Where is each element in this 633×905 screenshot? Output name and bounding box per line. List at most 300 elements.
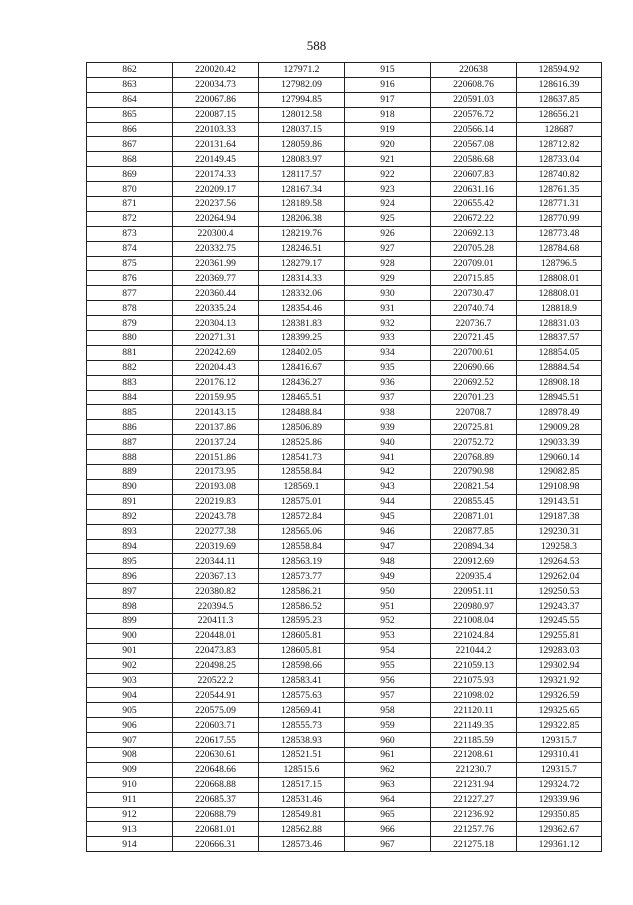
x-coordinate-cell: 220630.61 [173, 747, 259, 762]
y-coordinate-cell: 128525.86 [259, 435, 345, 450]
point-number-cell: 927 [345, 241, 431, 256]
x-coordinate-cell: 220655.42 [431, 197, 517, 212]
x-coordinate-cell: 220736.7 [431, 316, 517, 331]
table-row [87, 762, 602, 777]
y-coordinate-cell: 128279.17 [259, 256, 345, 271]
x-coordinate-cell: 220209.17 [173, 182, 259, 197]
x-coordinate-cell: 220871.01 [431, 509, 517, 524]
table-row [87, 182, 602, 197]
x-coordinate-cell: 220174.33 [173, 167, 259, 182]
y-coordinate-cell: 127971.2 [259, 63, 345, 78]
point-number-cell: 952 [345, 613, 431, 628]
coordinates-table [86, 62, 602, 852]
y-coordinate-cell: 128246.51 [259, 241, 345, 256]
y-coordinate-cell: 128059.86 [259, 137, 345, 152]
point-number-cell: 951 [345, 599, 431, 614]
point-number-cell: 907 [87, 733, 173, 748]
table-row [87, 345, 602, 360]
x-coordinate-cell: 220700.61 [431, 345, 517, 360]
y-coordinate-cell: 128117.57 [259, 167, 345, 182]
table-row [87, 494, 602, 509]
x-coordinate-cell: 221236.92 [431, 807, 517, 822]
table-row [87, 226, 602, 241]
point-number-cell: 883 [87, 375, 173, 390]
point-number-cell: 938 [345, 405, 431, 420]
point-number-cell: 868 [87, 152, 173, 167]
y-coordinate-cell: 128831.03 [517, 316, 602, 331]
x-coordinate-cell: 220264.94 [173, 211, 259, 226]
table-row [87, 405, 602, 420]
point-number-cell: 910 [87, 777, 173, 792]
point-number-cell: 889 [87, 465, 173, 480]
y-coordinate-cell: 128488.84 [259, 405, 345, 420]
y-coordinate-cell: 128945.51 [517, 390, 602, 405]
point-number-cell: 888 [87, 450, 173, 465]
point-number-cell: 874 [87, 241, 173, 256]
y-coordinate-cell: 128521.51 [259, 747, 345, 762]
table-row [87, 450, 602, 465]
x-coordinate-cell: 220137.24 [173, 435, 259, 450]
table-row [87, 152, 602, 167]
table-row [87, 777, 602, 792]
x-coordinate-cell: 220715.85 [431, 271, 517, 286]
point-number-cell: 875 [87, 256, 173, 271]
y-coordinate-cell: 128595.23 [259, 613, 345, 628]
y-coordinate-cell: 128402.05 [259, 345, 345, 360]
x-coordinate-cell: 220151.86 [173, 450, 259, 465]
x-coordinate-cell: 220380.82 [173, 584, 259, 599]
table-row [87, 792, 602, 807]
x-coordinate-cell: 220034.73 [173, 77, 259, 92]
y-coordinate-cell: 128908.18 [517, 375, 602, 390]
y-coordinate-cell: 128436.27 [259, 375, 345, 390]
point-number-cell: 932 [345, 316, 431, 331]
y-coordinate-cell: 128594.92 [517, 63, 602, 78]
table-row [87, 613, 602, 628]
point-number-cell: 956 [345, 673, 431, 688]
y-coordinate-cell: 128569.41 [259, 703, 345, 718]
point-number-cell: 949 [345, 569, 431, 584]
point-number-cell: 881 [87, 345, 173, 360]
y-coordinate-cell: 128586.21 [259, 584, 345, 599]
x-coordinate-cell: 221120.11 [431, 703, 517, 718]
table-row [87, 643, 602, 658]
point-number-cell: 966 [345, 822, 431, 837]
y-coordinate-cell: 128555.73 [259, 718, 345, 733]
x-coordinate-cell: 220855.45 [431, 494, 517, 509]
point-number-cell: 873 [87, 226, 173, 241]
x-coordinate-cell: 220894.34 [431, 539, 517, 554]
point-number-cell: 903 [87, 673, 173, 688]
table-row [87, 509, 602, 524]
y-coordinate-cell: 129143.51 [517, 494, 602, 509]
point-number-cell: 925 [345, 211, 431, 226]
point-number-cell: 862 [87, 63, 173, 78]
point-number-cell: 886 [87, 420, 173, 435]
y-coordinate-cell: 128605.81 [259, 643, 345, 658]
point-number-cell: 958 [345, 703, 431, 718]
point-number-cell: 892 [87, 509, 173, 524]
table-row [87, 465, 602, 480]
point-number-cell: 912 [87, 807, 173, 822]
x-coordinate-cell: 221008.04 [431, 613, 517, 628]
y-coordinate-cell: 128219.76 [259, 226, 345, 241]
y-coordinate-cell: 128637.85 [517, 92, 602, 107]
y-coordinate-cell: 128332.06 [259, 286, 345, 301]
y-coordinate-cell: 128808.01 [517, 286, 602, 301]
point-number-cell: 872 [87, 211, 173, 226]
x-coordinate-cell: 220709.01 [431, 256, 517, 271]
y-coordinate-cell: 128558.84 [259, 539, 345, 554]
point-number-cell: 935 [345, 360, 431, 375]
y-coordinate-cell: 129245.55 [517, 613, 602, 628]
point-number-cell: 878 [87, 301, 173, 316]
x-coordinate-cell: 220103.33 [173, 122, 259, 137]
x-coordinate-cell: 220067.86 [173, 92, 259, 107]
point-number-cell: 953 [345, 628, 431, 643]
point-number-cell: 898 [87, 599, 173, 614]
point-number-cell: 915 [345, 63, 431, 78]
y-coordinate-cell: 128605.81 [259, 628, 345, 643]
x-coordinate-cell: 221098.02 [431, 688, 517, 703]
x-coordinate-cell: 221075.93 [431, 673, 517, 688]
y-coordinate-cell: 129325.65 [517, 703, 602, 718]
x-coordinate-cell: 220705.28 [431, 241, 517, 256]
table-row [87, 197, 602, 212]
x-coordinate-cell: 220367.13 [173, 569, 259, 584]
point-number-cell: 899 [87, 613, 173, 628]
point-number-cell: 957 [345, 688, 431, 703]
y-coordinate-cell: 128733.04 [517, 152, 602, 167]
y-coordinate-cell: 128206.38 [259, 211, 345, 226]
x-coordinate-cell: 221059.13 [431, 658, 517, 673]
y-coordinate-cell: 129324.72 [517, 777, 602, 792]
table-row [87, 747, 602, 762]
x-coordinate-cell: 220319.69 [173, 539, 259, 554]
table-row [87, 673, 602, 688]
x-coordinate-cell: 220176.12 [173, 375, 259, 390]
y-coordinate-cell: 128573.77 [259, 569, 345, 584]
table-row [87, 137, 602, 152]
point-number-cell: 895 [87, 554, 173, 569]
x-coordinate-cell: 220912.69 [431, 554, 517, 569]
y-coordinate-cell: 128037.15 [259, 122, 345, 137]
y-coordinate-cell: 128381.83 [259, 316, 345, 331]
x-coordinate-cell: 220768.89 [431, 450, 517, 465]
point-number-cell: 908 [87, 747, 173, 762]
table-row [87, 241, 602, 256]
y-coordinate-cell: 129315.7 [517, 733, 602, 748]
x-coordinate-cell: 220608.76 [431, 77, 517, 92]
table-row [87, 360, 602, 375]
x-coordinate-cell: 220137.86 [173, 420, 259, 435]
y-coordinate-cell: 128884.54 [517, 360, 602, 375]
y-coordinate-cell: 129350.85 [517, 807, 602, 822]
y-coordinate-cell: 128515.6 [259, 762, 345, 777]
y-coordinate-cell: 128354.46 [259, 301, 345, 316]
point-number-cell: 864 [87, 92, 173, 107]
table-row [87, 479, 602, 494]
y-coordinate-cell: 128549.81 [259, 807, 345, 822]
x-coordinate-cell: 220193.08 [173, 479, 259, 494]
y-coordinate-cell: 128761.35 [517, 182, 602, 197]
point-number-cell: 891 [87, 494, 173, 509]
x-coordinate-cell: 220149.45 [173, 152, 259, 167]
y-coordinate-cell: 129243.37 [517, 599, 602, 614]
x-coordinate-cell: 220544.91 [173, 688, 259, 703]
table-row [87, 77, 602, 92]
x-coordinate-cell: 220672.22 [431, 211, 517, 226]
x-coordinate-cell: 221024.84 [431, 628, 517, 643]
table-row [87, 718, 602, 733]
x-coordinate-cell: 220332.75 [173, 241, 259, 256]
point-number-cell: 944 [345, 494, 431, 509]
point-number-cell: 940 [345, 435, 431, 450]
point-number-cell: 894 [87, 539, 173, 554]
x-coordinate-cell: 220603.71 [173, 718, 259, 733]
y-coordinate-cell: 129362.67 [517, 822, 602, 837]
table-row [87, 807, 602, 822]
x-coordinate-cell: 221227.27 [431, 792, 517, 807]
x-coordinate-cell: 220730.47 [431, 286, 517, 301]
point-number-cell: 933 [345, 331, 431, 346]
x-coordinate-cell: 220566.14 [431, 122, 517, 137]
point-number-cell: 866 [87, 122, 173, 137]
coordinates-table-body [87, 63, 602, 852]
point-number-cell: 926 [345, 226, 431, 241]
y-coordinate-cell: 129321.92 [517, 673, 602, 688]
x-coordinate-cell: 220821.54 [431, 479, 517, 494]
x-coordinate-cell: 220335.24 [173, 301, 259, 316]
y-coordinate-cell: 129082.85 [517, 465, 602, 480]
y-coordinate-cell: 129262.04 [517, 569, 602, 584]
point-number-cell: 876 [87, 271, 173, 286]
table-row [87, 435, 602, 450]
x-coordinate-cell: 221185.59 [431, 733, 517, 748]
table-row [87, 301, 602, 316]
x-coordinate-cell: 220631.16 [431, 182, 517, 197]
y-coordinate-cell: 129258.3 [517, 539, 602, 554]
y-coordinate-cell: 128531.46 [259, 792, 345, 807]
point-number-cell: 869 [87, 167, 173, 182]
table-row [87, 286, 602, 301]
point-number-cell: 950 [345, 584, 431, 599]
y-coordinate-cell: 129250.53 [517, 584, 602, 599]
table-row [87, 390, 602, 405]
y-coordinate-cell: 128563.19 [259, 554, 345, 569]
x-coordinate-cell: 220131.64 [173, 137, 259, 152]
point-number-cell: 900 [87, 628, 173, 643]
y-coordinate-cell: 128771.31 [517, 197, 602, 212]
y-coordinate-cell: 128598.66 [259, 658, 345, 673]
x-coordinate-cell: 220219.83 [173, 494, 259, 509]
x-coordinate-cell: 220725.81 [431, 420, 517, 435]
x-coordinate-cell: 220020.42 [173, 63, 259, 78]
point-number-cell: 921 [345, 152, 431, 167]
y-coordinate-cell: 128573.46 [259, 837, 345, 852]
x-coordinate-cell: 220271.31 [173, 331, 259, 346]
point-number-cell: 948 [345, 554, 431, 569]
table-row [87, 703, 602, 718]
x-coordinate-cell: 220591.03 [431, 92, 517, 107]
point-number-cell: 943 [345, 479, 431, 494]
y-coordinate-cell: 129187.38 [517, 509, 602, 524]
x-coordinate-cell: 220143.15 [173, 405, 259, 420]
point-number-cell: 914 [87, 837, 173, 852]
point-number-cell: 902 [87, 658, 173, 673]
y-coordinate-cell: 128314.33 [259, 271, 345, 286]
y-coordinate-cell: 128837.57 [517, 331, 602, 346]
x-coordinate-cell: 220360.44 [173, 286, 259, 301]
y-coordinate-cell: 128189.58 [259, 197, 345, 212]
x-coordinate-cell: 220701.23 [431, 390, 517, 405]
point-number-cell: 955 [345, 658, 431, 673]
x-coordinate-cell: 220300.4 [173, 226, 259, 241]
y-coordinate-cell: 128517.15 [259, 777, 345, 792]
x-coordinate-cell: 220790.98 [431, 465, 517, 480]
table-row [87, 584, 602, 599]
y-coordinate-cell: 128506.89 [259, 420, 345, 435]
x-coordinate-cell: 220576.72 [431, 107, 517, 122]
y-coordinate-cell: 128616.39 [517, 77, 602, 92]
table-row [87, 524, 602, 539]
y-coordinate-cell: 129009.28 [517, 420, 602, 435]
point-number-cell: 945 [345, 509, 431, 524]
y-coordinate-cell: 128399.25 [259, 331, 345, 346]
y-coordinate-cell: 129302.94 [517, 658, 602, 673]
table-row [87, 331, 602, 346]
y-coordinate-cell: 128416.67 [259, 360, 345, 375]
x-coordinate-cell: 220740.74 [431, 301, 517, 316]
point-number-cell: 959 [345, 718, 431, 733]
point-number-cell: 964 [345, 792, 431, 807]
y-coordinate-cell: 128465.51 [259, 390, 345, 405]
point-number-cell: 865 [87, 107, 173, 122]
y-coordinate-cell: 128572.84 [259, 509, 345, 524]
y-coordinate-cell: 128784.68 [517, 241, 602, 256]
x-coordinate-cell: 220361.99 [173, 256, 259, 271]
y-coordinate-cell: 128575.63 [259, 688, 345, 703]
x-coordinate-cell: 220411.3 [173, 613, 259, 628]
y-coordinate-cell: 128538.93 [259, 733, 345, 748]
point-number-cell: 967 [345, 837, 431, 852]
table-row [87, 375, 602, 390]
x-coordinate-cell: 220638 [431, 63, 517, 78]
point-number-cell: 870 [87, 182, 173, 197]
point-number-cell: 867 [87, 137, 173, 152]
x-coordinate-cell: 220369.77 [173, 271, 259, 286]
point-number-cell: 941 [345, 450, 431, 465]
point-number-cell: 904 [87, 688, 173, 703]
x-coordinate-cell: 220173.95 [173, 465, 259, 480]
x-coordinate-cell: 220394.5 [173, 599, 259, 614]
table-row [87, 92, 602, 107]
x-coordinate-cell: 220204.43 [173, 360, 259, 375]
point-number-cell: 934 [345, 345, 431, 360]
x-coordinate-cell: 220522.2 [173, 673, 259, 688]
y-coordinate-cell: 128808.01 [517, 271, 602, 286]
x-coordinate-cell: 220575.09 [173, 703, 259, 718]
table-row [87, 569, 602, 584]
point-number-cell: 930 [345, 286, 431, 301]
table-row [87, 167, 602, 182]
x-coordinate-cell: 220692.52 [431, 375, 517, 390]
x-coordinate-cell: 220617.55 [173, 733, 259, 748]
point-number-cell: 924 [345, 197, 431, 212]
page-number: 588 [306, 38, 327, 53]
x-coordinate-cell: 220304.13 [173, 316, 259, 331]
table-row [87, 628, 602, 643]
table-row [87, 688, 602, 703]
point-number-cell: 863 [87, 77, 173, 92]
table-row [87, 256, 602, 271]
point-number-cell: 946 [345, 524, 431, 539]
x-coordinate-cell: 221208.61 [431, 747, 517, 762]
point-number-cell: 922 [345, 167, 431, 182]
y-coordinate-cell: 129322.85 [517, 718, 602, 733]
point-number-cell: 906 [87, 718, 173, 733]
x-coordinate-cell: 220666.31 [173, 837, 259, 852]
x-coordinate-cell: 220935.4 [431, 569, 517, 584]
point-number-cell: 877 [87, 286, 173, 301]
point-number-cell: 931 [345, 301, 431, 316]
x-coordinate-cell: 221231.94 [431, 777, 517, 792]
y-coordinate-cell: 129060.14 [517, 450, 602, 465]
y-coordinate-cell: 129326.59 [517, 688, 602, 703]
y-coordinate-cell: 128770.99 [517, 211, 602, 226]
x-coordinate-cell: 220498.25 [173, 658, 259, 673]
y-coordinate-cell: 128083.97 [259, 152, 345, 167]
y-coordinate-cell: 127994.85 [259, 92, 345, 107]
x-coordinate-cell: 220708.7 [431, 405, 517, 420]
point-number-cell: 942 [345, 465, 431, 480]
y-coordinate-cell: 128012.58 [259, 107, 345, 122]
point-number-cell: 937 [345, 390, 431, 405]
y-coordinate-cell: 129339.96 [517, 792, 602, 807]
point-number-cell: 963 [345, 777, 431, 792]
x-coordinate-cell: 220473.83 [173, 643, 259, 658]
x-coordinate-cell: 220688.79 [173, 807, 259, 822]
point-number-cell: 965 [345, 807, 431, 822]
x-coordinate-cell: 221230.7 [431, 762, 517, 777]
x-coordinate-cell: 221044.2 [431, 643, 517, 658]
point-number-cell: 896 [87, 569, 173, 584]
x-coordinate-cell: 220692.13 [431, 226, 517, 241]
x-coordinate-cell: 220648.66 [173, 762, 259, 777]
x-coordinate-cell: 220087.15 [173, 107, 259, 122]
point-number-cell: 905 [87, 703, 173, 718]
y-coordinate-cell: 128562.88 [259, 822, 345, 837]
y-coordinate-cell: 129361.12 [517, 837, 602, 852]
point-number-cell: 880 [87, 331, 173, 346]
table-row [87, 122, 602, 137]
x-coordinate-cell: 220877.85 [431, 524, 517, 539]
point-number-cell: 960 [345, 733, 431, 748]
y-coordinate-cell: 128569.1 [259, 479, 345, 494]
y-coordinate-cell: 128586.52 [259, 599, 345, 614]
x-coordinate-cell: 220242.69 [173, 345, 259, 360]
table-row [87, 211, 602, 226]
y-coordinate-cell: 128818.9 [517, 301, 602, 316]
x-coordinate-cell: 220690.66 [431, 360, 517, 375]
point-number-cell: 929 [345, 271, 431, 286]
point-number-cell: 909 [87, 762, 173, 777]
y-coordinate-cell: 127982.09 [259, 77, 345, 92]
y-coordinate-cell: 129230.31 [517, 524, 602, 539]
x-coordinate-cell: 220159.95 [173, 390, 259, 405]
point-number-cell: 884 [87, 390, 173, 405]
y-coordinate-cell: 128687 [517, 122, 602, 137]
